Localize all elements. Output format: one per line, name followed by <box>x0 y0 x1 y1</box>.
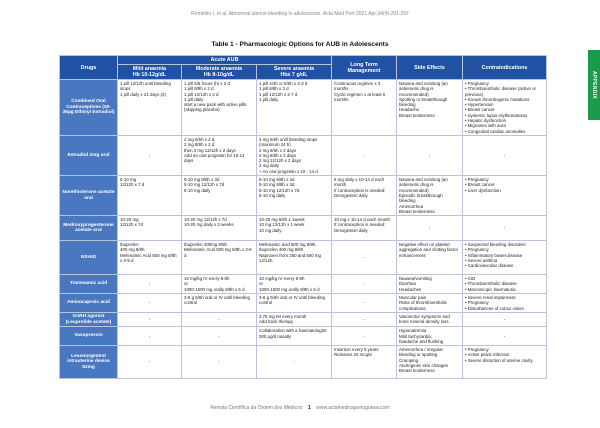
contraindications-line: • Congenital cardiac anomalies <box>465 128 526 134</box>
severe-line: 2 mg 6/6h x 2 days <box>259 147 297 153</box>
mild-cell: - <box>118 135 182 175</box>
moderate-cell: - <box>182 327 257 346</box>
footer-site: www.actamedicaportuguesa.com <box>316 405 390 411</box>
severe-line: 10 mg daily <box>259 227 282 233</box>
contraindications-line: • Disturbances of colour vision <box>465 305 524 311</box>
severe-line: 2 mg 12/12h x 2 days <box>259 158 301 164</box>
severe-line: 1 pill 8/8h x 3 d <box>259 86 289 92</box>
long-term-line: 10 mg x 10-14 d each month <box>334 217 390 223</box>
contraindications-line: • Known thrombogenic mutations <box>465 96 530 102</box>
long-term-cell: - <box>332 135 397 175</box>
moderate-line: Add an oral progestin for 10-14 days <box>184 152 245 164</box>
contraindications-cell <box>463 346 547 379</box>
long-term-line: If contraception is needed: Desogestrel daily <box>334 187 386 198</box>
long-term-line: Releases 20 mcg/d <box>334 352 372 358</box>
long-term-line: Continuous regimen x 3 months <box>334 81 381 92</box>
table-row-estradiol <box>60 135 547 175</box>
severe-line: + An oral progestin x 10 - 14 d <box>259 168 318 174</box>
table-row-tranexamic <box>60 275 547 294</box>
long-term-cell <box>332 216 397 241</box>
severe-line: Mefenamic acid 500 mg 8/8h, <box>259 242 317 248</box>
contraindications-line: • Breast cancer <box>465 107 495 113</box>
contraindications-line: • Migraines with aura <box>465 123 506 129</box>
moderate-line: 10 mg/kg IV every 8-8h <box>184 276 230 282</box>
severe-line: 3,75 mg IM every month <box>259 314 307 320</box>
contraindications-line: • Active pelvic infection <box>465 352 510 358</box>
table-title: Table 1 - Pharmacologic Options for AUB in Adolescents <box>211 41 389 48</box>
contraindications-line: • Pregnancy <box>465 247 489 253</box>
contraindications-cell <box>463 275 547 294</box>
contraindications-cell <box>463 176 547 216</box>
moderate-cell <box>182 294 257 313</box>
mild-cell <box>118 241 182 275</box>
moderate-cell <box>182 241 257 275</box>
severe-line: 1 pill 12/12h x 2-7 d <box>259 91 298 97</box>
severe-cell <box>257 176 332 216</box>
side-effects-cell <box>397 294 463 313</box>
drug-name-cell: NSAID <box>60 241 118 275</box>
moderate-line: 3-6 g 6/6h oral or IV until bleeding control <box>184 295 250 306</box>
severe-line: 2 mg 8/8h x 2 days <box>259 152 297 158</box>
contraindications-line: • Hepatic dysfunction <box>465 118 507 124</box>
mild-cell: - <box>118 313 182 327</box>
drug-name-cell: Levonorgestrel intrauterine device 52mg <box>60 346 118 379</box>
moderate-line: 2 mg 8/8h x 2 d <box>184 142 215 148</box>
mild-cell: - <box>118 327 182 346</box>
page-footer <box>0 405 600 411</box>
mild-line: 10-20 mg <box>120 217 139 223</box>
contraindications-line: • Macroscopic haematuria <box>465 286 516 292</box>
moderate-line: 5-10 mg daily <box>184 187 211 193</box>
mild-line: 5-10 mg <box>120 177 137 183</box>
header-acute-aub: Acute AUB <box>118 56 332 65</box>
contraindications-line: • Hypertension <box>465 102 494 108</box>
side-effects-line: Amenorrhea / irregular bleeding or spotting <box>399 347 443 358</box>
severe-line: 4 mg 6/6h until bleeding stops (maximum 24 h) <box>259 136 318 148</box>
drug-name-cell: Tranexamic acid <box>60 275 118 294</box>
severe-cell <box>257 216 332 241</box>
contraindications-line: • Suspected bleeding disorders <box>465 242 526 248</box>
footer-page-number: 1 <box>307 405 311 411</box>
severe-line: 3-6 g 6/6h oral or IV until bleeding control <box>259 295 325 306</box>
moderate-line: Ibuprofen 400mg 8/8h <box>184 242 227 248</box>
contraindications-line: • Pregnancy <box>465 81 489 86</box>
table-row-nsaid <box>60 241 547 275</box>
side-effects-line: Headache <box>399 107 420 113</box>
severe-line: or <box>259 281 263 287</box>
table-row-aminocaproic <box>60 294 547 313</box>
severe-line: 10-20 mg 6/6h x 1week <box>259 217 305 223</box>
mild-line: 12/12h x 7 d <box>120 182 145 188</box>
long-term-line: If contraception is needed: Desogestrel daily <box>334 222 386 233</box>
side-effects-cell <box>397 241 463 275</box>
table-row-vasopressin <box>60 327 547 346</box>
side-effects-cell <box>397 346 463 379</box>
contraindications-line: • Thromboembolic disease <box>465 281 517 287</box>
side-effects-line: Headaches <box>399 286 422 292</box>
severe-line: 5-10 mg 12/12h x 7d <box>259 187 300 193</box>
side-effects-line: Risks of thromboembolic complications <box>399 300 448 311</box>
side-effects-line: Nausea/vomiting <box>399 276 432 282</box>
long-term-line: Insertion every 5 years <box>334 347 379 353</box>
long-term-cell <box>332 80 397 136</box>
side-effects-line: Breast tenderness <box>399 368 435 374</box>
drug-name-cell: Aminocaproic acid <box>60 294 118 313</box>
contraindications-line: • Inflammatory bowel disease <box>465 252 523 258</box>
mild-cell: - <box>118 294 182 313</box>
side-effects-cell: - <box>397 135 463 175</box>
footer-journal: Revista Científica da Ordem dos Médicos <box>210 405 303 411</box>
severe-cell <box>257 135 332 175</box>
header-side-effects: Side Effects <box>397 56 463 80</box>
side-effects-cell <box>397 313 463 327</box>
side-effects-line: headache and flushing <box>399 338 444 344</box>
moderate-line: Mefenamic Acid 500 mg 8/8h x 3-5 d <box>184 247 252 258</box>
drug-name-cell: Medroxyprogesterone acetate oral <box>60 216 118 241</box>
mild-cell <box>118 176 182 216</box>
severe-line: Collaboration with a haematologist <box>259 328 327 334</box>
severe-line: 1 pill daily <box>259 96 279 102</box>
running-header: Remédio I, et al. Abnormal uterine bleeding in adolescents. Acta Med Port 2021 Apr;34(4):291-297 <box>191 11 409 17</box>
side-effects-line: Vasomotor symptoms and bone mineral density loss <box>399 314 450 325</box>
severe-cell <box>257 327 332 346</box>
moderate-line: 1 pill daily <box>184 96 204 102</box>
long-term-line: 5 mg daily x 10-14 d each month <box>334 177 385 188</box>
mild-line: Ibuprofen <box>120 242 139 248</box>
contraindications-line: • Breast cancer <box>465 182 495 188</box>
side-effects-cell <box>397 80 463 136</box>
contraindications-line: • Systemic lupus erythematosus <box>465 112 528 118</box>
long-term-cell: - <box>332 241 397 275</box>
header-mild-anaemia: Mild anaemia Hb 10-12g/dL <box>118 65 182 80</box>
contraindications-line: • Severe renal impairment <box>465 295 516 301</box>
severe-cell <box>257 241 332 275</box>
moderate-line: 5-10 mg 12/12h x 7d <box>184 182 225 188</box>
long-term-cell: - <box>332 313 397 327</box>
header-contraindications: Contraindications <box>463 56 547 80</box>
long-term-cell <box>332 346 397 379</box>
contraindications-cell: - <box>463 216 547 241</box>
side-effects-cell <box>397 327 463 346</box>
severe-line: Naproxen from 250 and 500 mg 12/12h <box>259 252 321 264</box>
side-effects-line: Muscular pain <box>399 295 427 301</box>
severe-line: 10 mg/kg IV every 8-8h <box>259 276 305 282</box>
severe-line: 300 μg/d nasally <box>259 333 292 339</box>
table-row-mpa <box>60 216 547 241</box>
moderate-cell: - <box>182 313 257 327</box>
mild-cell: - <box>118 275 182 294</box>
moderate-line: or <box>184 281 188 287</box>
mild-line: 1 pill 12/12h until bleeding stops <box>120 81 171 92</box>
side-effects-line: Amenorrhea <box>399 203 424 209</box>
moderate-line: 1 pill 12/12h x 2 d <box>184 91 219 97</box>
moderate-cell <box>182 176 257 216</box>
moderate-line: 5-10 mg 8/8h x 3d <box>184 177 220 183</box>
table-row-gnrh <box>60 313 547 327</box>
side-effects-cell <box>397 275 463 294</box>
drug-name-cell: Vasopressin <box>60 327 118 346</box>
side-effects-line: Breast tenderness <box>399 208 435 214</box>
mild-line: 400 mg 8/8h <box>120 247 145 253</box>
moderate-cell <box>182 216 257 241</box>
side-effects-line: Episodic breakthrough bleeding <box>399 192 443 204</box>
drug-name-cell: Estradiol 2mg oral <box>60 135 118 175</box>
severe-cell <box>257 294 332 313</box>
moderate-line: 2 mg 6/6h x 2 d, <box>184 136 216 142</box>
side-effects-line: Nausea and vomiting (an antiemetic drug is recommended) <box>399 81 448 97</box>
contraindications-cell: - <box>463 135 547 175</box>
severe-line: 5-10 mg 6/6h x 4d <box>259 177 295 183</box>
contraindications-line: • Pregnancy <box>465 300 489 306</box>
severe-line: 5-10 mg daily <box>259 192 286 198</box>
table-row-norethisterone <box>60 176 547 216</box>
contraindications-cell <box>463 294 547 313</box>
side-effects-cell: - <box>397 216 463 241</box>
moderate-line: start a new pack with active pills (skipping placebo) <box>184 102 247 113</box>
moderate-line: 1 pill 6/6 hours (h) x 2 d <box>184 81 230 86</box>
side-effects-line: Negative effect on platelet aggregation and clotting factor enhancement <box>399 242 459 258</box>
side-effects-line: Spotting or breakthrough bleeding <box>399 96 448 108</box>
contraindications-line: • Severe asthma <box>465 258 498 264</box>
contraindications-line: • Cardiovascular disease <box>465 263 514 269</box>
header-moderate-anaemia: Moderate anaemia Hb 8-10g/dL <box>182 65 257 80</box>
mild-line: 12/12h x 7d <box>120 222 143 228</box>
contraindications-line: • Thromboembolic disease (active or previous) <box>465 86 537 97</box>
severe-line: 1 pill 4/4h or 6/6h x 2-3 d <box>259 81 308 86</box>
drug-name-cell: Combined Oral Contraceptives (30-35μg Ethinyl Estradiol) <box>60 80 118 136</box>
contraindications-line: • Severe distortion of uterine cavity <box>465 357 533 363</box>
moderate-line: 1000-1500 mg orally 8/8h x 5 d <box>184 286 245 292</box>
side-effects-line: Diarrhea <box>399 281 416 287</box>
moderate-line: 10-20 mg daily x 3 weeks <box>184 222 234 228</box>
table-row-lng-ius <box>60 346 547 379</box>
drug-name-cell: Norethisterone acetate oral <box>60 176 118 216</box>
header-drugs: Drugs <box>60 56 118 80</box>
moderate-cell <box>182 135 257 175</box>
moderate-line: 1 pill 8/8h x 2 d <box>184 86 214 92</box>
contraindications-line: • Liver dysfunction <box>465 187 501 193</box>
contraindications-cell: - <box>463 313 547 327</box>
severe-line: Add back therapy <box>259 319 294 325</box>
severe-line: 10 mg 12/12h x 1 week <box>259 222 305 228</box>
severe-cell <box>257 313 332 327</box>
severe-line: Ibuprofen 400 mg 8/8h <box>259 247 304 253</box>
long-term-cell: - <box>332 294 397 313</box>
side-effects-line: Hyponatremia <box>399 328 427 334</box>
moderate-cell: - <box>182 346 257 379</box>
header-long-term: Long Term Management <box>332 56 397 80</box>
contraindications-cell <box>463 241 547 275</box>
mild-line: Mefenamic Acid 500 mg 8/8h x 3-5 d <box>120 252 177 264</box>
moderate-line: 10-20 mg 12/12h x 7d <box>184 217 227 223</box>
contraindications-cell <box>463 80 547 136</box>
table-row-coc <box>60 80 547 136</box>
mild-cell <box>118 80 182 136</box>
severe-cell: - <box>257 346 332 379</box>
severe-line: 5-10 mg 8/8h x 3d <box>259 182 295 188</box>
side-effects-line: Androgenic skin changes <box>399 362 449 368</box>
long-term-cell: - <box>332 327 397 346</box>
severe-line: 1000-1500 mg orally 8/8h x 5 d <box>259 286 320 292</box>
mild-cell: - <box>118 346 182 379</box>
long-term-cell: - <box>332 275 397 294</box>
mild-line: 1 pill daily x 21 days (2) <box>120 91 166 97</box>
long-term-cell <box>332 176 397 216</box>
side-effects-line: Breast tenderness <box>399 112 435 118</box>
pharmacologic-options-table <box>59 55 547 379</box>
contraindications-line: • CID <box>465 276 476 282</box>
severe-cell <box>257 275 332 294</box>
severe-line: 2 mg daily <box>259 163 280 169</box>
long-term-line: Cyclic regimen x at least 6 months <box>334 91 386 102</box>
moderate-line: then 2 mg 12/12h x 2 days <box>184 147 236 153</box>
contraindications-cell: - <box>463 327 547 346</box>
moderate-cell <box>182 275 257 294</box>
side-effects-cell <box>397 176 463 216</box>
contraindications-line: • Pregnancy <box>465 177 489 183</box>
header-severe-anaemia: Severe anaemia Hb≤ 7 g/dL <box>257 65 332 80</box>
moderate-cell <box>182 80 257 136</box>
side-effects-line: Cramping <box>399 357 419 363</box>
appendix-tab: APPENDIX <box>588 50 600 120</box>
mild-cell <box>118 216 182 241</box>
side-effects-line: Mild tachycardia, <box>399 333 432 339</box>
side-effects-line: Nausea and vomiting (an antiemetic drug is recommended) <box>399 177 448 193</box>
drug-name-cell: GnRH agonist (Leuprolide acetate) <box>60 313 118 327</box>
contraindications-line: • Pregnancy <box>465 347 489 353</box>
severe-cell <box>257 80 332 136</box>
